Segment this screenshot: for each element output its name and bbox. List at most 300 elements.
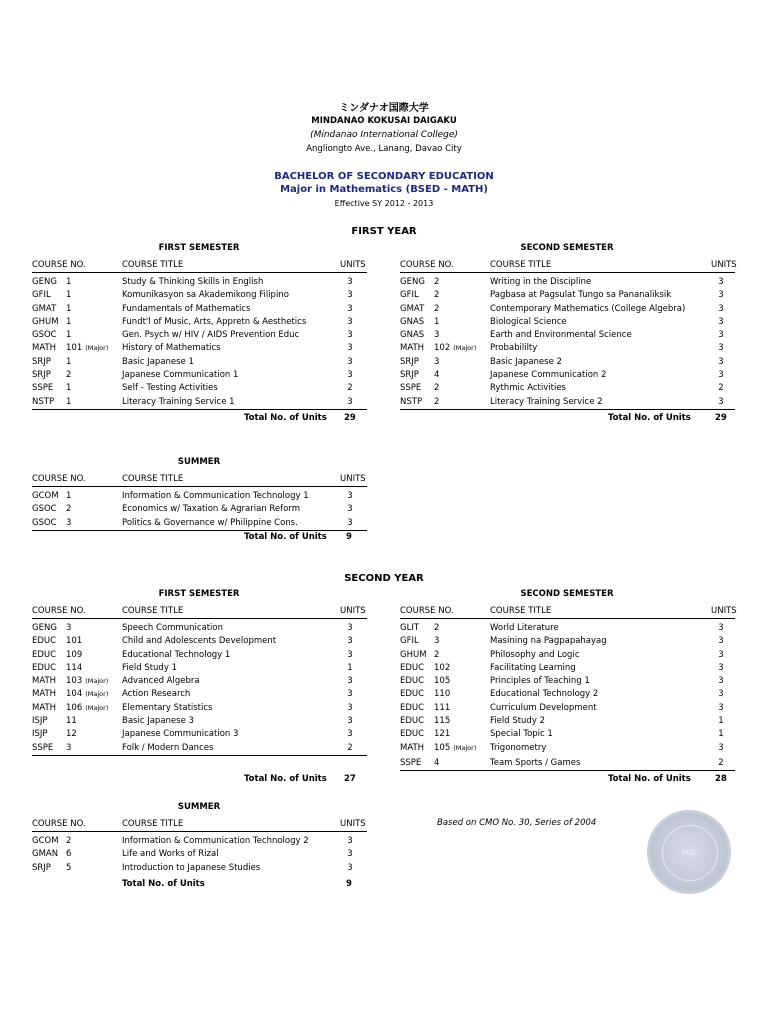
column-header-row	[32, 602, 367, 619]
course-row	[400, 742, 735, 755]
course-code: SRJP	[32, 370, 51, 381]
course-number-value: 1	[66, 491, 72, 501]
course-units: 3	[347, 356, 353, 367]
course-code: GFIL	[400, 636, 419, 647]
course-units: 3	[718, 290, 724, 301]
course-number-value: 104	[66, 689, 83, 700]
course-code: NSTP	[32, 396, 55, 407]
japanese-school-name: ミンダナオ国際大学	[339, 103, 429, 114]
course-number-value: 1	[434, 316, 440, 327]
course-row	[32, 303, 367, 316]
course-number	[434, 689, 450, 699]
course-number	[434, 383, 439, 393]
course-title: Curriculum Development	[490, 702, 597, 713]
course-code: GMAN	[32, 849, 59, 860]
course-units: 3	[718, 742, 724, 753]
course-number-value: 4	[434, 757, 440, 768]
course-row	[32, 316, 367, 329]
course-number-value: 121	[434, 729, 451, 740]
course-title: Politics & Governance w/ Philippine Cons.	[122, 517, 298, 528]
course-number	[66, 849, 71, 859]
course-code: ISJP	[32, 716, 48, 727]
course-units: 3	[718, 330, 724, 341]
course-number	[66, 290, 71, 300]
course-title: Rythmic Activities	[490, 383, 566, 394]
course-row	[400, 635, 735, 648]
course-number	[66, 716, 77, 726]
course-number-value: 2	[434, 303, 440, 314]
course-title: Child and Adolescents Development	[122, 636, 277, 647]
course-row	[400, 329, 735, 342]
effective-year: Effective SY 2012 - 2013	[334, 199, 434, 208]
course-title: Educational Technology 1	[122, 649, 231, 660]
course-row	[32, 329, 367, 342]
course-units: 3	[347, 504, 353, 515]
course-units: 3	[718, 303, 724, 314]
course-number	[434, 743, 476, 753]
course-number-value: 2	[66, 836, 72, 846]
column-header-row	[400, 256, 735, 273]
course-row	[400, 382, 735, 395]
course-row	[32, 728, 367, 741]
course-row	[400, 342, 735, 355]
course-number	[66, 397, 71, 407]
course-title: Japanese Communication 3	[122, 729, 239, 740]
y2-summer-heading: SUMMER	[177, 802, 221, 812]
course-row	[32, 848, 367, 861]
course-row	[400, 757, 735, 770]
course-number	[66, 863, 71, 873]
course-units: 3	[347, 370, 353, 381]
course-number	[434, 676, 450, 686]
column-header-course-title: COURSE TITLE	[122, 819, 184, 829]
course-number-value: 1	[66, 396, 72, 407]
course-number	[66, 689, 108, 699]
cmo-note: Based on CMO No. 30, Series of 2004	[437, 818, 597, 828]
course-units: 3	[347, 396, 353, 407]
course-code: SSPE	[32, 383, 54, 394]
course-row	[400, 369, 735, 382]
course-number-value: 3	[66, 742, 72, 753]
course-number-value: 1	[66, 277, 72, 287]
course-number-value: 3	[434, 330, 440, 341]
course-number	[434, 357, 439, 367]
course-units: 2	[347, 383, 353, 394]
y1-summer-total-label: Total No. of Units	[244, 532, 327, 542]
course-number-value: 2	[434, 396, 440, 407]
course-number	[66, 636, 82, 646]
course-units: 3	[718, 636, 724, 647]
course-number-value: 101	[66, 636, 83, 647]
course-number	[66, 304, 71, 314]
course-row	[32, 369, 367, 382]
course-units: 3	[347, 316, 353, 327]
course-units: 3	[347, 849, 353, 860]
course-row	[32, 835, 367, 848]
course-number-value: 2	[66, 370, 72, 381]
course-number-value: 3	[66, 517, 72, 528]
course-units: 1	[718, 716, 724, 727]
program-major: Major in Mathematics (BSED - MATH)	[280, 184, 488, 195]
course-units: 3	[718, 370, 724, 381]
course-row	[32, 356, 367, 369]
course-title: Facilitating Learning	[490, 662, 576, 673]
course-row	[32, 649, 367, 662]
column-header-units: UNITS	[711, 260, 737, 270]
course-list	[32, 835, 367, 875]
course-title: Basic Japanese 1	[122, 356, 194, 367]
course-number-value: 1	[66, 303, 72, 314]
course-number	[66, 370, 71, 380]
course-title: Writing in the Discipline	[490, 277, 592, 287]
course-number	[66, 518, 71, 528]
course-code: GCOM	[32, 491, 59, 501]
major-tag: (Major)	[85, 677, 109, 686]
course-number-value: 1	[66, 383, 72, 394]
course-number-value: 109	[66, 649, 83, 660]
course-code: MATH	[32, 689, 57, 700]
course-units: 3	[718, 356, 724, 367]
course-title: Pagbasa at Pagsulat Tungo sa Pananaliksik	[490, 290, 672, 301]
course-code: GSOC	[32, 330, 57, 341]
course-number-value: 2	[434, 277, 440, 287]
course-number-value: 2	[434, 290, 440, 301]
course-number	[66, 277, 71, 287]
course-row	[400, 675, 735, 688]
course-code: GHUM	[32, 316, 59, 327]
course-number-value: 102	[434, 343, 451, 354]
course-number-value: 110	[434, 689, 451, 700]
course-number	[434, 729, 450, 739]
course-row	[32, 862, 367, 875]
course-title: Information & Communication Technology 1	[122, 491, 309, 501]
course-units: 3	[347, 277, 353, 287]
course-title: Literacy Training Service 2	[490, 396, 603, 407]
course-number	[434, 758, 439, 768]
course-number-value: 114	[66, 662, 83, 673]
column-header-row	[400, 602, 735, 619]
column-header-course-no: COURSE NO.	[32, 474, 86, 484]
course-number-value: 115	[434, 716, 451, 727]
course-units: 3	[718, 689, 724, 700]
course-code: SRJP	[400, 370, 419, 381]
course-row	[32, 715, 367, 728]
course-number-value: 111	[434, 702, 451, 713]
course-code: GSOC	[32, 504, 57, 515]
course-number-value: 1	[66, 316, 72, 327]
course-number	[66, 729, 77, 739]
course-title: Contemporary Mathematics (College Algebra)	[490, 303, 686, 314]
course-number-value: 105	[434, 676, 451, 687]
course-code: GNAS	[400, 316, 425, 327]
course-row	[32, 276, 367, 289]
course-number-value: 3	[66, 623, 72, 633]
course-number	[66, 383, 71, 393]
course-list	[32, 490, 367, 531]
course-number-value: 3	[434, 636, 440, 647]
course-row	[400, 649, 735, 662]
course-number	[434, 650, 439, 660]
course-number	[66, 330, 71, 340]
course-code: EDUC	[32, 649, 57, 660]
y1-sem2-total-label: Total No. of Units	[608, 413, 691, 423]
course-title: Educational Technology 2	[490, 689, 599, 700]
course-title: Study & Thinking Skills in English	[122, 277, 264, 287]
course-number	[66, 836, 71, 846]
english-school-name: (Mindanao International College)	[310, 130, 458, 140]
course-title: Team Sports / Games	[490, 757, 581, 768]
course-code: SRJP	[32, 356, 51, 367]
course-number	[66, 623, 71, 633]
course-title: Komunikasyon sa Akademikong Filipino	[122, 290, 289, 301]
course-code: MATH	[32, 343, 57, 354]
course-title: Special Topic 1	[490, 729, 553, 740]
school-name: MINDANAO KOKUSAI DAIGAKU	[311, 116, 457, 126]
course-title: Fundt'l of Music, Arts, Appretn & Aesthetics	[122, 316, 307, 327]
y1-sem2-heading: SECOND SEMESTER	[520, 243, 614, 253]
y2-sem1-total-value: 27	[344, 774, 356, 784]
course-code: EDUC	[400, 716, 425, 727]
course-number-value: 1	[66, 356, 72, 367]
course-units: 3	[347, 716, 353, 727]
course-number	[66, 357, 71, 367]
column-header-course-title: COURSE TITLE	[490, 606, 552, 616]
course-number	[434, 343, 476, 353]
course-number-value: 103	[66, 676, 83, 687]
course-units: 1	[347, 662, 353, 673]
course-row	[32, 289, 367, 302]
course-code: GENG	[32, 277, 57, 287]
column-header-units: UNITS	[340, 260, 366, 270]
course-number	[434, 277, 439, 287]
course-title: Philosophy and Logic	[490, 649, 580, 660]
course-row	[32, 517, 367, 530]
course-number	[66, 504, 71, 514]
y2-sem2-total-value: 28	[715, 774, 727, 784]
course-units: 3	[347, 623, 353, 633]
course-title: Economics w/ Taxation & Agrarian Reform	[122, 504, 300, 515]
course-units: 3	[718, 662, 724, 673]
y2-sem2-total-label: Total No. of Units	[608, 774, 691, 784]
course-units: 3	[347, 330, 353, 341]
course-number-value: 1	[66, 290, 72, 301]
course-row	[400, 396, 735, 409]
course-number	[434, 703, 450, 713]
course-units: 3	[347, 862, 353, 873]
column-header-units: UNITS	[340, 606, 366, 616]
column-header-row	[32, 470, 367, 487]
course-title: Elementary Statistics	[122, 702, 213, 713]
major-tag: (Major)	[85, 703, 109, 712]
course-code: EDUC	[400, 662, 425, 673]
course-units: 2	[718, 383, 724, 394]
course-row	[400, 728, 735, 741]
course-row	[400, 289, 735, 302]
column-header-units: UNITS	[340, 474, 366, 484]
course-number-value: 101	[66, 343, 83, 354]
course-row	[32, 622, 367, 635]
course-code: EDUC	[400, 676, 425, 687]
course-units: 3	[347, 676, 353, 687]
course-list	[32, 622, 367, 756]
course-number-value: 4	[434, 370, 440, 381]
course-units: 3	[718, 316, 724, 327]
course-title: History of Mathematics	[122, 343, 221, 354]
course-row	[400, 662, 735, 675]
course-units: 2	[347, 742, 353, 753]
course-row	[400, 316, 735, 329]
course-title: Literacy Training Service 1	[122, 396, 235, 407]
y2-sem1-heading: FIRST SEMESTER	[158, 589, 240, 599]
course-title: Probabililty	[490, 343, 538, 354]
course-number	[66, 676, 108, 686]
course-row	[400, 356, 735, 369]
course-list	[32, 276, 367, 410]
course-number	[66, 343, 108, 353]
course-code: GNAS	[400, 330, 425, 341]
course-code: GFIL	[400, 290, 419, 301]
course-code: SRJP	[400, 356, 419, 367]
course-row	[32, 490, 367, 503]
course-number-value: 2	[434, 649, 440, 660]
course-units: 3	[347, 290, 353, 301]
course-list	[400, 622, 735, 771]
y1-summer-heading: SUMMER	[177, 457, 221, 467]
course-number	[66, 743, 71, 753]
course-number	[434, 636, 439, 646]
course-title: Earth and Environmental Science	[490, 330, 632, 341]
course-title: Principles of Teaching 1	[490, 676, 590, 687]
course-units: 3	[347, 649, 353, 660]
column-header-units: UNITS	[711, 606, 737, 616]
course-number-value: 12	[66, 729, 77, 740]
course-number-value: 106	[66, 702, 83, 713]
course-title: Japanese Communication 2	[490, 370, 607, 381]
course-units: 3	[718, 676, 724, 687]
y1-sem1-heading: FIRST SEMESTER	[158, 243, 240, 253]
seal-text: MIC	[681, 849, 697, 857]
course-code: SSPE	[32, 742, 54, 753]
course-number	[434, 716, 450, 726]
major-tag: (Major)	[453, 743, 477, 752]
column-header-row	[32, 256, 367, 273]
course-title: Masining na Pagpapahayag	[490, 636, 607, 647]
column-header-course-title: COURSE TITLE	[490, 260, 552, 270]
course-code: EDUC	[32, 662, 57, 673]
course-row	[32, 396, 367, 409]
y1-summer-total-value: 9	[346, 532, 352, 542]
course-number	[434, 330, 439, 340]
course-code: SSPE	[400, 383, 422, 394]
course-code: GCOM	[32, 836, 59, 846]
course-code: EDUC	[32, 636, 57, 647]
course-row	[32, 702, 367, 715]
column-header-units: UNITS	[340, 819, 366, 829]
course-number	[434, 304, 439, 314]
course-number	[66, 650, 82, 660]
major-tag: (Major)	[85, 344, 109, 353]
course-row	[32, 688, 367, 701]
course-number	[66, 491, 71, 501]
course-title: Action Research	[122, 689, 191, 700]
first-year-heading: FIRST YEAR	[351, 226, 417, 237]
course-row	[400, 622, 735, 635]
course-row	[400, 688, 735, 701]
course-code: MATH	[400, 742, 425, 753]
column-header-course-title: COURSE TITLE	[122, 260, 184, 270]
y1-sem1-total-label: Total No. of Units	[244, 413, 327, 423]
course-code: GENG	[400, 277, 425, 287]
course-number	[434, 397, 439, 407]
course-units: 3	[347, 303, 353, 314]
course-number-value: 2	[434, 623, 440, 633]
second-year-heading: SECOND YEAR	[344, 573, 424, 584]
course-number	[66, 703, 108, 713]
course-number-value: 102	[434, 662, 451, 673]
course-row	[400, 276, 735, 289]
course-number-value: 105	[434, 742, 451, 753]
course-units: 3	[718, 623, 724, 633]
course-list	[400, 276, 735, 410]
column-header-course-title: COURSE TITLE	[122, 474, 184, 484]
course-code: GHUM	[400, 649, 427, 660]
course-title: Field Study 2	[490, 716, 545, 727]
course-row	[32, 503, 367, 516]
course-number-value: 2	[66, 504, 72, 515]
course-row	[400, 702, 735, 715]
course-row	[32, 382, 367, 395]
course-code: GENG	[32, 623, 57, 633]
course-units: 3	[347, 836, 353, 846]
column-header-course-no: COURSE NO.	[32, 819, 86, 829]
course-number	[434, 623, 439, 633]
course-number	[434, 317, 439, 327]
course-title: Life and Works of Rizal	[122, 849, 219, 860]
y1-sem1-total-value: 29	[344, 413, 356, 423]
course-number-value: 1	[66, 330, 72, 341]
course-code: MATH	[32, 676, 57, 687]
course-code: GLIT	[400, 623, 420, 633]
course-title: Trigonometry	[490, 742, 547, 753]
course-row	[32, 342, 367, 355]
school-seal-watermark	[647, 810, 731, 894]
course-units: 3	[718, 343, 724, 354]
course-code: NSTP	[400, 396, 423, 407]
course-title: Speech Communication	[122, 623, 224, 633]
course-code: SRJP	[32, 862, 51, 873]
course-units: 3	[347, 702, 353, 713]
column-header-course-no: COURSE NO.	[32, 606, 86, 616]
column-header-course-no: COURSE NO.	[400, 606, 454, 616]
course-title: Information & Communication Technology 2	[122, 836, 309, 846]
course-units: 2	[718, 757, 724, 768]
column-header-course-no: COURSE NO.	[400, 260, 454, 270]
major-tag: (Major)	[453, 344, 477, 353]
course-code: GMAT	[400, 303, 425, 314]
course-units: 3	[718, 649, 724, 660]
course-title: Advanced Algebra	[122, 676, 200, 687]
course-title: Japanese Communication 1	[122, 370, 239, 381]
course-number	[66, 317, 71, 327]
program-title: BACHELOR OF SECONDARY EDUCATION	[274, 171, 494, 182]
course-number	[434, 663, 450, 673]
school-address: Angliongto Ave., Lanang, Davao City	[306, 144, 462, 154]
course-title: Folk / Modern Dances	[122, 742, 214, 753]
major-tag: (Major)	[85, 690, 109, 699]
course-code: GFIL	[32, 290, 51, 301]
course-title: Biological Science	[490, 316, 567, 327]
course-number	[434, 370, 439, 380]
